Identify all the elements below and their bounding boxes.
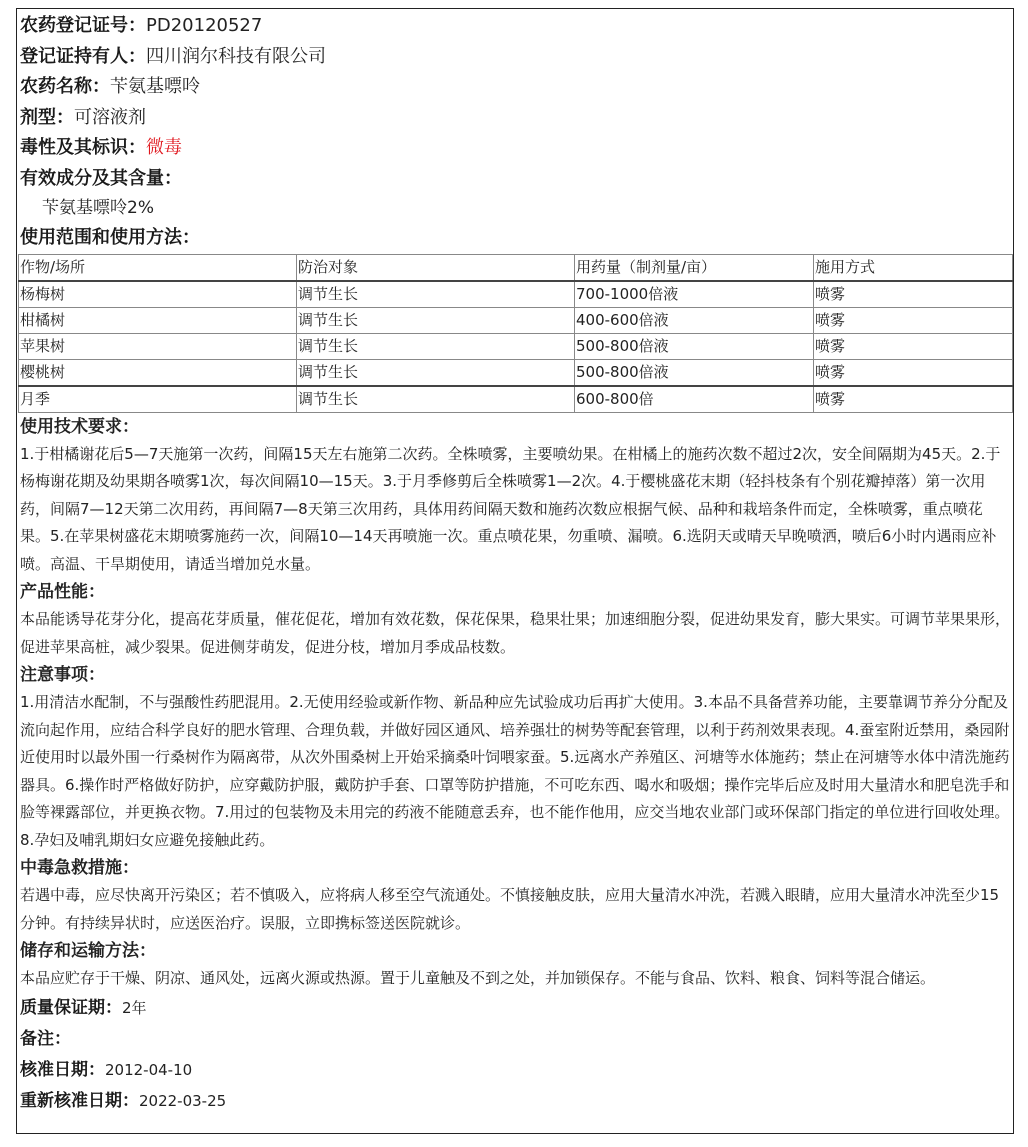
field-value: PD20120527 [146, 15, 263, 36]
field-label: 剂型： [20, 106, 74, 128]
field-formulation [20, 103, 1013, 134]
field-label: 毒性及其标识： [20, 137, 146, 158]
table-cell: 苹果树 [19, 333, 297, 359]
table-row [19, 281, 1013, 308]
toxicity-badge: 微毒 [146, 137, 182, 158]
field-label: 有效成分及其含量： [20, 167, 182, 189]
table-cell: 700-1000倍液 [575, 281, 814, 308]
table-cell: 喷雾 [814, 386, 1013, 413]
table-cell: 500-800倍液 [575, 333, 814, 359]
pesticide-registration-document [16, 8, 1014, 1134]
table-cell: 喷雾 [814, 281, 1013, 308]
column-header: 用药量（制剂量/亩） [575, 254, 814, 281]
section-title-storage: 储存和运输方法： [20, 941, 156, 961]
table-cell: 调节生长 [297, 386, 575, 413]
field-warranty [20, 993, 1013, 1024]
column-header: 作物/场所 [19, 254, 297, 281]
column-header: 防治对象 [297, 254, 575, 281]
table-cell: 喷雾 [814, 359, 1013, 386]
table-cell: 杨梅树 [19, 281, 297, 308]
field-label: 农药名称： [20, 76, 110, 97]
field-remarks [20, 1024, 1013, 1055]
column-header: 施用方式 [814, 254, 1013, 281]
field-label: 登记证持有人： [20, 45, 146, 67]
table-cell: 调节生长 [297, 307, 575, 333]
section-text-storage: 本品应贮存于干燥、阴凉、通风处，远离火源或热源。置于儿童触及不到之处，并加锁保存。不能与食品、饮料、粮食、饲料等混合储运。 [20, 969, 936, 987]
field-value: 苄氨基嘌呤2% [42, 198, 154, 218]
section-title-notes: 注意事项： [20, 665, 105, 685]
field-value: 苄氨基嘌呤 [110, 76, 200, 97]
section-text-notes: 1.用清洁水配制，不与强酸性药肥混用。2.无使用经验或新作物、新品种应先试验成功后再扩大使用。3.本品不具备营养功能，主要靠调节养分分配及流向起作用，应结合科学良好的肥水管理、合理负载，并做好园区通风、培养强壮的树势等配套管理，以利于药剂效果表现。4.蚕室附近禁用，桑园附近使用时以最外围一行桑树作为隔离带，从次外围桑树上开始采摘桑叶饲喂家蚕。5.远离水产养殖区、河塘等水体施药；禁止在河塘等水体中清洗施药器具。6.操作时严格做好防护，应穿戴防护服，戴防护手套、口罩等防护措施，不可吃东西、喝水和吸烟；操作完毕后应及时用大量清水和肥皂洗手和脸等裸露部位，并更换衣物。7.用过的包装物及未用完的药液不能随意丢弃，也不能作他用，应交当地农业部门或环保部门指定的单位进行回收处理。8.孕妇及哺乳期妇女应避免接触此药。 [20, 693, 1010, 849]
table-cell: 喷雾 [814, 333, 1013, 359]
usage-title: 使用范围和使用方法： [20, 227, 200, 248]
table-cell: 月季 [19, 386, 297, 413]
table-cell: 600-800倍 [575, 386, 814, 413]
field-value: 2年 [122, 998, 147, 1017]
table-cell: 调节生长 [297, 359, 575, 386]
field-label: 备注： [20, 1028, 71, 1049]
field-value: 四川润尔科技有限公司 [146, 45, 326, 67]
table-row [19, 359, 1013, 386]
table-cell: 柑橘树 [19, 307, 297, 333]
table-row [19, 386, 1013, 413]
table-cell: 调节生长 [297, 281, 575, 308]
field-label: 质量保证期： [20, 997, 122, 1018]
section-title-first-aid: 中毒急救措施： [20, 858, 139, 878]
table-cell: 500-800倍液 [575, 359, 814, 386]
table-header-row [19, 254, 1013, 281]
section-title-tech: 使用技术要求： [20, 416, 139, 437]
field-value: 2012-04-10 [105, 1060, 193, 1079]
field-ingredient-label [20, 164, 1013, 195]
field-value: 可溶液剂 [74, 106, 146, 128]
field-reg-no [20, 11, 1013, 42]
usage-title-row [20, 223, 1013, 254]
field-label: 重新核准日期： [20, 1090, 139, 1111]
field-pesticide-name [20, 72, 1013, 103]
field-reapproval-date [20, 1086, 1013, 1117]
section-text-tech: 1.于柑橘谢花后5—7天施第一次药，间隔15天左右施第二次药。全株喷雾，主要喷幼果。在柑橘上的施药次数不超过2次，安全间隔期为45天。2.于杨梅谢花期及幼果期各喷雾1次，每次间隔10—15天。3.于月季修剪后全株喷雾1—2次。4.于樱桃盛花末期（轻抖枝条有个别花瓣掉落）第一次用药，间隔7—12天第二次用药，再间隔7—8天第三次用药，具体用药间隔天数和施药次数应根据气候、品种和栽培条件而定，全株喷雾，重点喷花果。5.在苹果树盛花末期喷雾施药一次，间隔10—14天再喷施一次。重点喷花果，勿重喷、漏喷。6.选阴天或晴天早晚喷洒，喷后6小时内遇雨应补喷。高温、干旱期使用，请适当增加兑水量。 [20, 444, 1001, 573]
field-label: 农药登记证号： [20, 15, 146, 36]
field-toxicity [20, 133, 1013, 164]
field-value: 2022-03-25 [139, 1091, 227, 1110]
field-approval-date [20, 1055, 1013, 1086]
table-cell: 调节生长 [297, 333, 575, 359]
field-holder [20, 42, 1013, 73]
table-cell: 樱桃树 [19, 359, 297, 386]
field-label: 核准日期： [20, 1059, 105, 1080]
table-cell: 400-600倍液 [575, 307, 814, 333]
table-cell: 喷雾 [814, 307, 1013, 333]
table-row [19, 307, 1013, 333]
table-row [19, 333, 1013, 359]
section-title-performance: 产品性能： [20, 582, 105, 602]
section-text-performance: 本品能诱导花芽分化，提高花芽质量，催花促花，增加有效花数，保花保果，稳果壮果；加速细胞分裂，促进幼果发育，膨大果实。可调节苹果果形，促进苹果高桩，减少裂果。促进侧芽萌发，促进分枝，增加月季成品枝数。 [20, 610, 1011, 656]
field-ingredient-value [20, 194, 1013, 223]
usage-table [18, 254, 1013, 413]
section-text-first-aid: 若遇中毒，应尽快离开污染区；若不慎吸入，应将病人移至空气流通处。不慎接触皮肤，应用大量清水冲洗，若溅入眼睛，应用大量清水冲洗至少15分钟。有持续异状时，应送医治疗。误服，立即携标签送医院就诊。 [20, 886, 1000, 932]
